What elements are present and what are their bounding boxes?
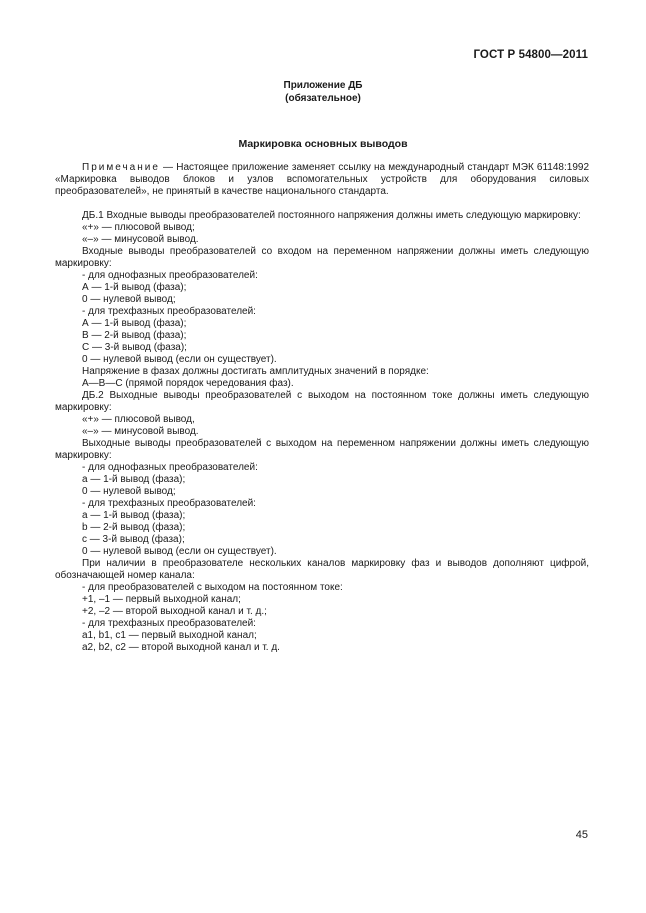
paragraph: Выходные выводы преобразователей с выходом на переменном напряжении должны иметь следующую маркировку: <box>55 438 589 461</box>
appendix-status: (обязательное) <box>285 93 361 104</box>
list-item: +2, –2 — второй выходной канал и т. д.; <box>82 606 267 617</box>
section-title: Маркировка основных выводов <box>238 138 408 150</box>
paragraph: Напряжение в фазах должны достигать амплитудных значений в порядке: <box>82 366 429 377</box>
page-number: 45 <box>575 829 588 841</box>
note-text: Настоящее приложение заменяет ссылку на международный стандарт МЭК 61148:1992 «Маркировка выводов блоков и узлов вспомогательных устройств для оборудования силовых преобразователей», не принятый в качестве национального стандарта. <box>55 162 590 197</box>
paragraph: ДБ.1 Входные выводы преобразователей постоянного напряжения должны иметь следующую маркировку: <box>82 210 581 221</box>
list-item: - для трехфазных преобразователей: <box>82 498 256 509</box>
list-item: b — 2-й вывод (фаза); <box>82 522 186 533</box>
list-item: «–» — минусовой вывод. <box>82 426 199 437</box>
list-item: С — 3-й вывод (фаза); <box>82 342 187 353</box>
list-item: 0 — нулевой вывод (если он существует). <box>82 546 277 557</box>
list-item: В — 2-й вывод (фаза); <box>82 330 187 341</box>
standard-header: ГОСТ Р 54800—2011 <box>473 49 588 61</box>
list-item: а — 1-й вывод (фаза); <box>82 474 186 485</box>
list-item: - для однофазных преобразователей: <box>82 270 258 281</box>
list-item: «+» — плюсовой вывод; <box>82 222 195 233</box>
list-item: а — 1-й вывод (фаза); <box>82 510 186 521</box>
list-item: «–» — минусовой вывод. <box>82 234 199 245</box>
note-dash: — <box>159 162 177 173</box>
list-item: 0 — нулевой вывод (если он существует). <box>82 354 277 365</box>
paragraph: При наличии в преобразователе нескольких каналов маркировку фаз и выводов дополняют цифрой, обозначающей номер канала: <box>55 558 589 581</box>
paragraph: Входные выводы преобразователей со входом на переменном напряжении должны иметь следующую маркировку: <box>55 246 589 269</box>
list-item: +1, –1 — первый выходной канал; <box>82 594 241 605</box>
list-item: А — 1-й вывод (фаза); <box>82 282 187 293</box>
list-item: - для однофазных преобразователей: <box>82 462 258 473</box>
paragraph: ДБ.2 Выходные выводы преобразователей с выходом на постоянном токе должны иметь следующую маркировку: <box>55 390 589 413</box>
list-item: «+» — плюсовой вывод, <box>82 414 195 425</box>
note-paragraph <box>55 162 589 198</box>
list-item: с — 3-й вывод (фаза); <box>82 534 185 545</box>
list-item: а1, b1, c1 — первый выходной канал; <box>82 630 257 641</box>
list-item: а2, b2, c2 — второй выходной канал и т. д. <box>82 642 280 653</box>
list-item: - для трехфазных преобразователей: <box>82 306 256 317</box>
paragraph-list <box>55 210 589 654</box>
appendix-title: Приложение ДБ <box>283 80 363 91</box>
list-item: - для преобразователей с выходом на постоянном токе: <box>82 582 343 593</box>
document-body <box>55 162 589 654</box>
list-item: 0 — нулевой вывод; <box>82 294 176 305</box>
list-item: А — 1-й вывод (фаза); <box>82 318 187 329</box>
list-item: А—В—С (прямой порядок чередования фаз). <box>82 378 294 389</box>
appendix-heading <box>0 79 646 105</box>
list-item: 0 — нулевой вывод; <box>82 486 176 497</box>
note-label: Примечание <box>82 162 160 173</box>
list-item: - для трехфазных преобразователей: <box>82 618 256 629</box>
